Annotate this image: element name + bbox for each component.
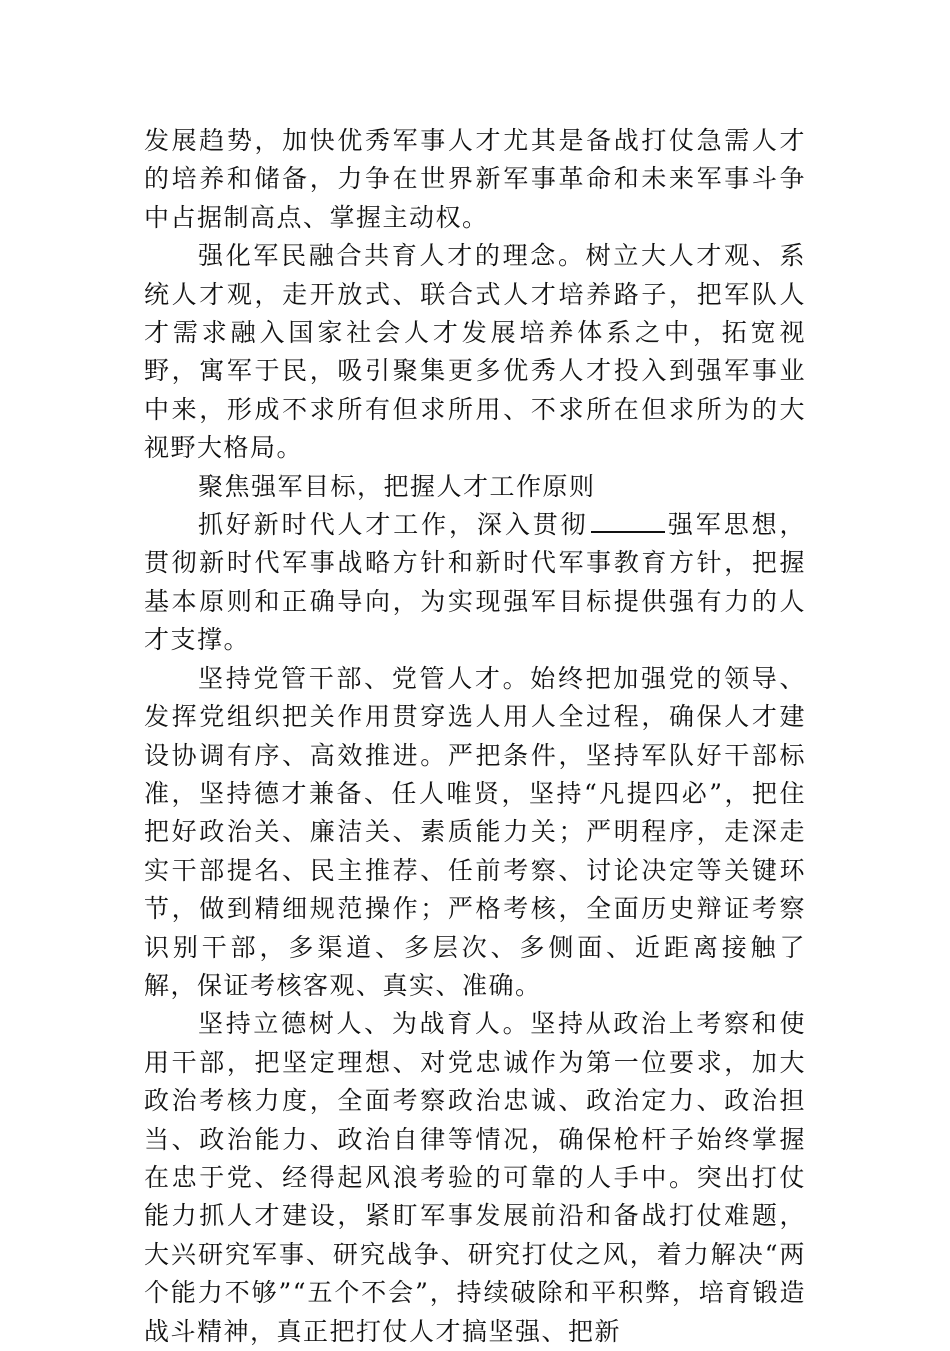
paragraph-4-after-blank: 强军思想，贯彻新时代军事战略方针和新时代军事教育方针，把握基本原则和正确导向，为实现强军目标提供强有力的人才支撑。 [144,510,806,655]
paragraph-4-before-blank: 抓好新时代人才工作，深入贯彻 [198,510,589,540]
redacted-blank [591,507,665,533]
document-page [144,122,806,1351]
section-heading: 聚焦强军目标，把握人才工作原则 [198,471,596,501]
paragraph-1: 发展趋势，加快优秀军事人才尤其是备战打仗急需人才的培养和储备，力争在世界新军事革命和未来军事斗争中占据制高点、掌握主动权。 [144,126,806,232]
paragraph-5: 坚持党管干部、党管人才。始终把加强党的领导、发挥党组织把关作用贯穿选人用人全过程，确保人才建设协调有序、高效推进。严把条件，坚持军队好干部标准，坚持德才兼备、任人唯贤，坚持“凡提四必”，把住把好政治关、廉洁关、素质能力关；严明程序，走深走实干部提名、民主推荐、任前考察、讨论决定等关键环节，做到精细规范操作；严格考核，全面历史辩证考察识别干部，多渠道、多层次、多侧面、近距离接触了解，保证考核客观、真实、准确。 [144,663,806,1000]
paragraph-2: 强化军民融合共育人才的理念。树立大人才观、系统人才观，走开放式、联合式人才培养路子，把军队人才需求融入国家社会人才发展培养体系之中，拓宽视野，寓军于民，吸引聚集更多优秀人才投入到强军事业中来，形成不求所有但求所用、不求所在但求所为的大视野大格局。 [144,241,806,463]
paragraph-6: 坚持立德树人、为战育人。坚持从政治上考察和使用干部，把坚定理想、对党忠诚作为第一位要求，加大政治考核力度，全面考察政治忠诚、政治定力、政治担当、政治能力、政治自律等情况，确保枪杆子始终掌握在忠于党、经得起风浪考验的可靠的人手中。突出打仗能力抓人才建设，紧盯军事发展前沿和备战打仗难题，大兴研究军事、研究战争、研究打仗之风，着力解决“两个能力不够”“五个不会”，持续破除和平积弊，培育锻造战斗精神，真正把打仗人才搞坚强、把新 [144,1009,806,1346]
paragraph-4 [144,506,806,660]
